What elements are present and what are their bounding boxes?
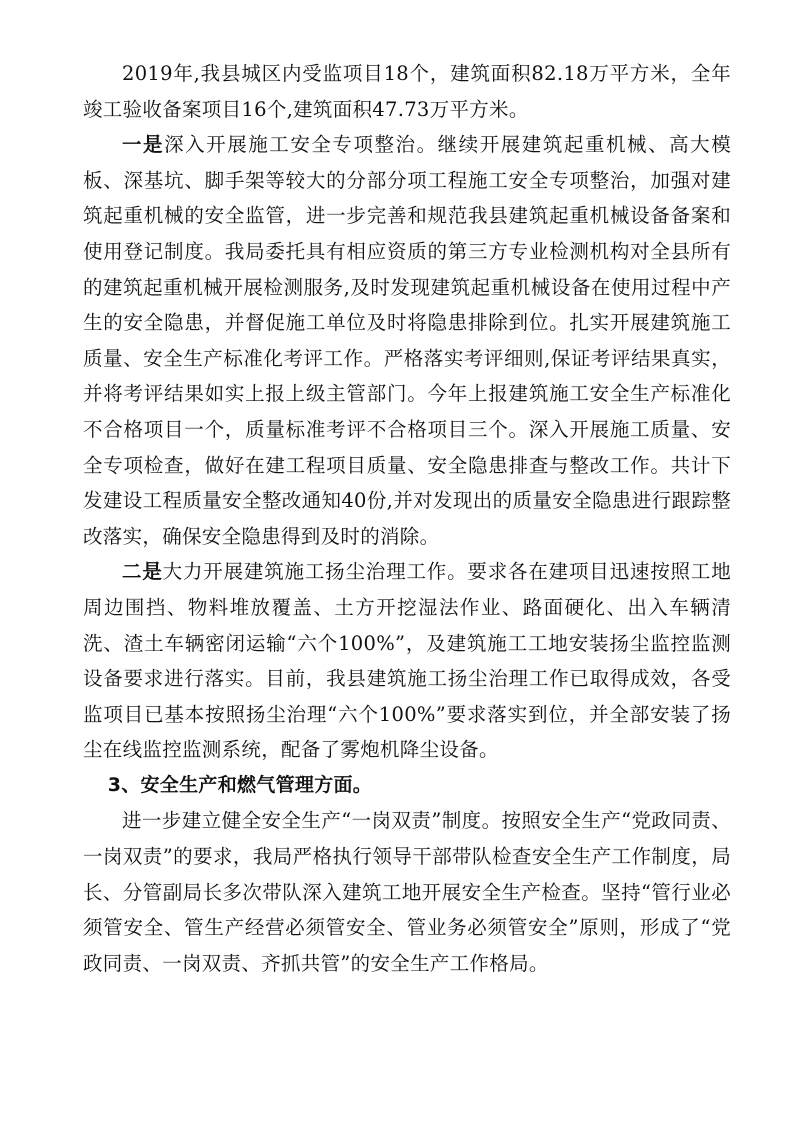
paragraph-item-two [83, 554, 731, 768]
paragraph-summary [83, 56, 731, 127]
paragraph-text: 大力开展建筑施工扬尘治理工作。要求各在建项目迅速按照工地周边围挡、物料堆放覆盖、土方开挖湿法作业、路面硬化、出入车辆清洗、渣土车辆密闭运输“六个100%”，及建筑施工工地安装扬尘监控监测设备要求进行落实。目前，我县建筑施工扬尘治理工作已取得成效，各受监项目已基本按照扬尘治理“六个100%”要求落实到位，并全部安装了扬尘在线监控监测系统，配备了雾炮机降尘设备。 [83, 560, 731, 762]
paragraph-text: 深入开展施工安全专项整治。继续开展建筑起重机械、高大模板、深基坑、脚手架等较大的分部分项工程施工安全专项整治，加强对建筑起重机械的安全监管，进一步完善和规范我县建筑起重机械设备备案和使用登记制度。我局委托具有相应资质的第三方专业检测机构对全县所有的建筑起重机械开展检测服务,及时发现建筑起重机械设备在使用过程中产生的安全隐患，并督促施工单位及时将隐患排除到位。扎实开展建筑施工质量、安全生产标准化考评工作。严格落实考评细则,保证考评结果真实，并将考评结果如实上报上级主管部门。今年上报建筑施工安全生产标准化不合格项目一个，质量标准考评不合格项目三个。深入开展施工质量、安全专项检查，做好在建工程项目质量、安全隐患排查与整改工作。共计下发建设工程质量安全整改通知40份,并对发现出的质量安全隐患进行跟踪整改落实，确保安全隐患得到及时的消除。 [83, 133, 731, 548]
document-body [83, 56, 731, 981]
section-heading: 3、安全生产和燃气管理方面。 [107, 773, 373, 796]
paragraph-safety [83, 803, 731, 981]
paragraph-item-one [83, 127, 731, 554]
paragraph-lead: 一是 [122, 133, 165, 157]
paragraph-text: 2019年,我县城区内受监项目18个，建筑面积82.18万平方米，全年竣工验收备案项目16个,建筑面积47.73万平方米。 [83, 62, 731, 121]
paragraph-lead: 二是 [122, 560, 163, 584]
paragraph-text: 进一步建立健全安全生产“一岗双责”制度。按照安全生产“党政同责、一岗双责”的要求，我局严格执行领导干部带队检查安全生产工作制度，局长、分管副局长多次带队深入建筑工地开展安全生产检查。坚持“管行业必须管安全、管生产经营必须管安全、管业务必须管安全”原则，形成了“党政同责、一岗双责、齐抓共管”的安全生产工作格局。 [83, 809, 731, 975]
